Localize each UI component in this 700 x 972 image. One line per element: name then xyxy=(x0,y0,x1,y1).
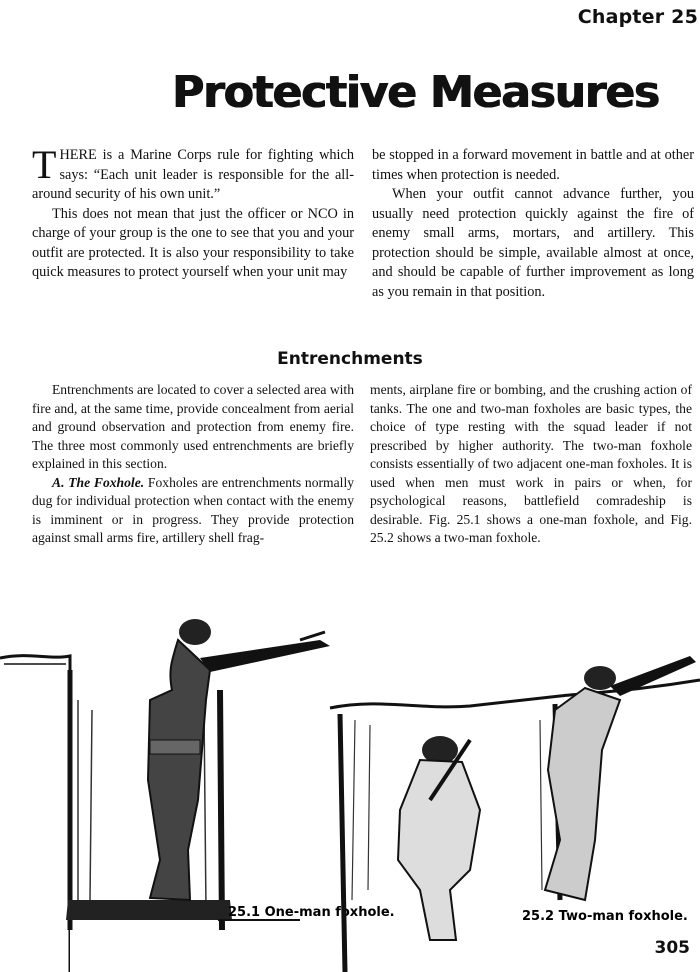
drop-cap: T xyxy=(32,142,57,187)
foxhole-illustration xyxy=(0,600,700,972)
section-left-column xyxy=(32,381,354,548)
intro-paragraph-3: be stopped in a forward movement in battle and at other times when protection is needed. xyxy=(372,147,694,183)
intro-paragraph-1: which says: “Each unit leader is responsible for the all-around security of his own unit.” xyxy=(32,147,355,202)
chapter-label: Chapter 25 xyxy=(577,6,698,28)
section-paragraph-2 xyxy=(32,474,354,548)
section-right-column xyxy=(370,381,692,548)
two-man-soldier-firing xyxy=(545,656,696,900)
fig2-caption: 25.2 Two-man foxhole. xyxy=(522,909,688,924)
intro-first-line: HERE is a Marine Corps rule for fighting xyxy=(59,147,314,163)
foxhole-paragraph: Foxholes are entrenchments normally dug for individual protection when contact with the enemy is imminent or in progress. They provide protection against small arms fire, artillery shell frag- xyxy=(32,474,355,545)
section-heading: Entrenchments xyxy=(277,349,423,369)
foxhole-subhead: A. The Foxhole. xyxy=(52,474,145,490)
intro-paragraph-4: When your outfit cannot advance further, you usually need protection quickly against the fire of enemy small arms, mortars, and artillery. This protection should be simple, available almost at once, and should be capable of further improvement as long as you remain in that position. xyxy=(372,186,694,300)
page-title: Protective Measures xyxy=(172,67,659,118)
section-paragraph-3: ments, airplane fire or bombing, and the crushing action of tanks. The one and two-man foxholes are basic types, the choice of type resting with the squad leader if not prescribed by higher authority. The two-man foxhole consists essentially of two adjacent one-man foxholes. It is used when men must work in pairs or when, for psychological reasons, battlefield comradeship is desirable. Fig. 25.1 shows a one-man foxhole, and Fig. 25.2 shows a two-man foxhole. xyxy=(370,382,692,545)
intro-right-column xyxy=(372,146,694,302)
intro-left-column xyxy=(32,142,355,283)
fig1-caption: 25.1 One-man foxhole. xyxy=(228,905,395,920)
one-man-soldier-figure xyxy=(148,619,330,900)
intro-first-paragraph xyxy=(32,142,355,205)
page-number: 305 xyxy=(654,938,690,958)
section-paragraph-1: Entrenchments are located to cover a selected area with fire and, at the same time, provide concealment from aerial and ground observation and protection from enemy fire. The three most commonly used entrenchments are briefly explained in this section. xyxy=(32,382,354,471)
intro-paragraph-2: This does not mean that just the officer or NCO in charge of your group is the one to see that you and your outfit are protected. It is also your responsibility to take quick measures to protect yourself when your unit may xyxy=(32,205,354,280)
two-man-soldier-sitting xyxy=(398,736,480,940)
